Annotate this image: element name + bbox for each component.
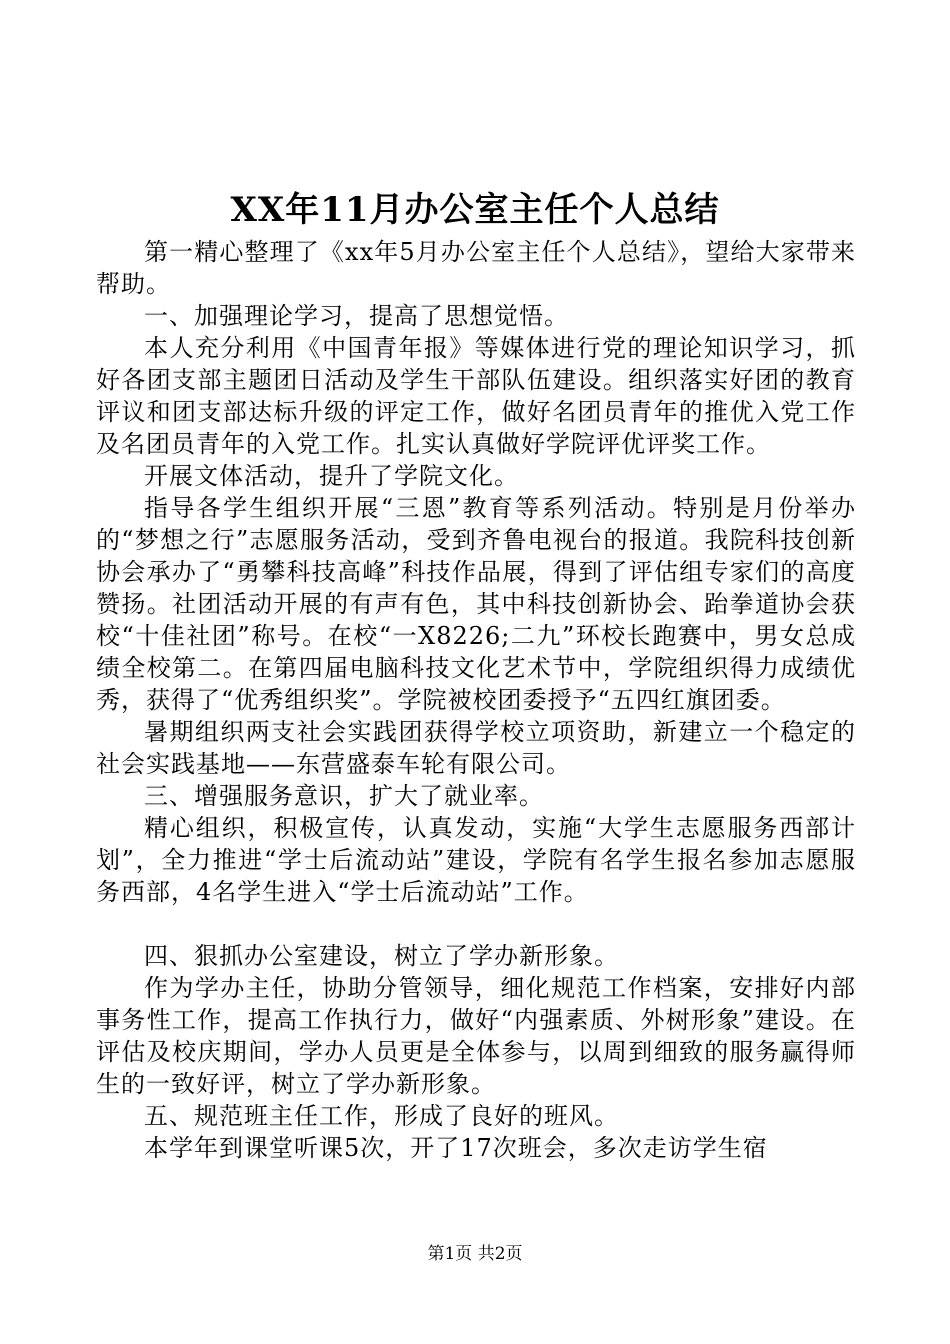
- paragraph-summer-practice: 暑期组织两支社会实践团获得学校立项资助，新建立一个稳定的社会实践基地——东营盛泰车轮有限公司。: [96, 718, 856, 778]
- heading-section-5: 五、规范班主任工作，形成了良好的班风。: [144, 1102, 619, 1130]
- document-title: XX年11月办公室主任个人总结: [230, 190, 720, 230]
- heading-section-4: 四、狠抓办公室建设，树立了学办新形象。: [144, 942, 619, 970]
- heading-section-3: 三、增强服务意识，扩大了就业率。: [144, 782, 544, 810]
- heading-culture: 开展文体活动，提升了学院文化。: [144, 462, 519, 490]
- paragraph-theory-study: 本人充分利用《中国青年报》等媒体进行党的理论知识学习，抓好各团支部主题团日活动及学生干部队伍建设。组织落实好团的教育评议和团支部达标升级的评定工作，做好名团员青年的推优入党工作及名团员青年的入党工作。扎实认真做好学院评优评奖工作。: [96, 334, 856, 458]
- heading-section-1: 一、加强理论学习，提高了思想觉悟。: [144, 302, 569, 330]
- page-footer: 第1页 共2页: [427, 1244, 523, 1264]
- paragraph-class-work: 本学年到课堂听课5次，开了17次班会，多次走访学生宿: [144, 1134, 768, 1162]
- paragraph-intro: 第一精心整理了《xx年5月办公室主任个人总结》，望给大家带来帮助。: [96, 238, 856, 298]
- paragraph-office-building: 作为学办主任，协助分管领导，细化规范工作档案，安排好内部事务性工作，提高工作执行力，做好“内强素质、外树形象”建设。在评估及校庆期间，学办人员更是全体参与，以周到细致的服务赢得师生的一致好评，树立了学办新形象。: [96, 974, 856, 1098]
- paragraph-employment: 精心组织，积极宣传，认真发动，实施“大学生志愿服务西部计划”，全力推进“学士后流动站”建设，学院有名学生报名参加志愿服务西部，4名学生进入“学士后流动站”工作。: [96, 814, 856, 906]
- paragraph-activities: 指导各学生组织开展“三恩”教育等系列活动。特别是月份举办的“梦想之行”志愿服务活动，受到齐鲁电视台的报道。我院科技创新协会承办了“勇攀科技高峰”科技作品展，得到了评估组专家们的高度赞扬。社团活动开展的有声有色，其中科技创新协会、跆拳道协会获校“十佳社团”称号。在校“一X8226;二九”环校长跑赛中，男女总成绩全校第二。在第四届电脑科技文化艺术节中，学院组织得力成绩优秀，获得了“优秀组织奖”。学院被校团委授予“五四红旗团委。: [96, 494, 856, 714]
- document-body: [96, 236, 856, 1164]
